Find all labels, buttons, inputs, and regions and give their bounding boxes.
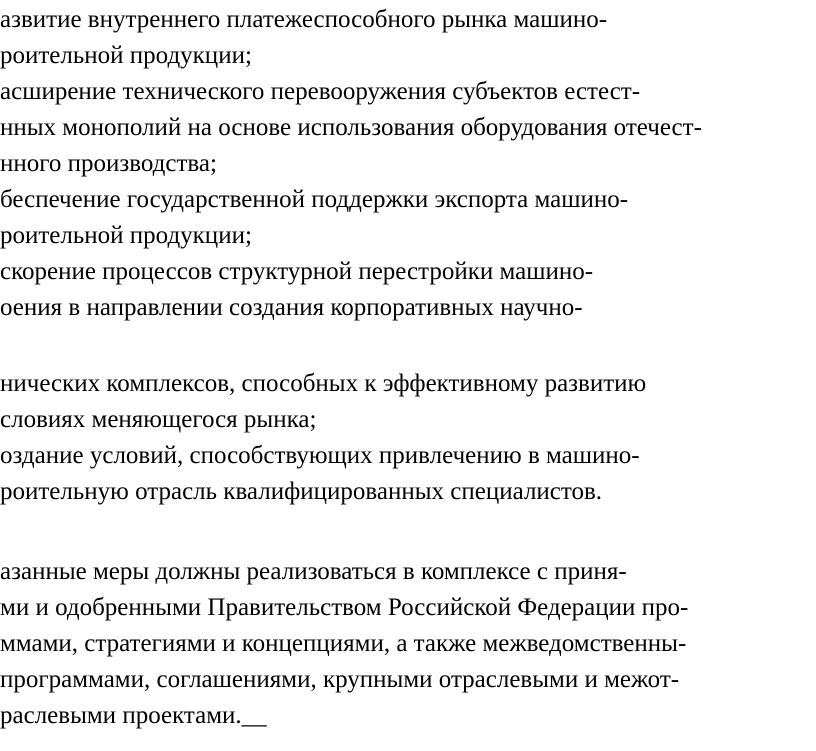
text-line-13: роительную отрасль квалифицированных специалистов.: [0, 478, 603, 505]
text-line-14: азанные меры должны реализоваться в комплексе с приня-: [0, 558, 627, 585]
text-line-18: раслевыми проектами.__: [0, 702, 267, 729]
text-line-6: беспечение государственной поддержки экспорта машино-: [0, 186, 629, 213]
text-line-4: нных монополий на основе использования оборудования отечест-: [0, 114, 702, 141]
text-line-11: словиях меняющегося рынка;: [0, 406, 317, 433]
text-line-17: программами, соглашениями, крупными отраслевыми и межот-: [0, 666, 680, 693]
text-line-15: ми и одобренными Правительством Российской Федерации про-: [0, 594, 689, 621]
text-line-2: роительной продукции;: [0, 42, 252, 69]
text-line-10: нических комплексов, способных к эффективному развитию: [0, 370, 647, 397]
text-line-8: скорение процессов структурной перестройки машино-: [0, 258, 594, 285]
text-line-9: оения в направлении создания корпоративных научно-: [0, 294, 583, 321]
text-line-3: асширение технического перевооружения субъектов естест-: [0, 78, 641, 105]
text-line-5: нного производства;: [0, 150, 217, 177]
text-line-7: роительной продукции;: [0, 222, 252, 249]
text-line-16: ммами, стратегиями и концепциями, а также межведомственны-: [0, 630, 687, 657]
text-line-1: азвитие внутреннего платежеспособного рынка машино-: [0, 6, 608, 33]
text-line-12: оздание условий, способствующих привлечению в машино-: [0, 442, 640, 469]
